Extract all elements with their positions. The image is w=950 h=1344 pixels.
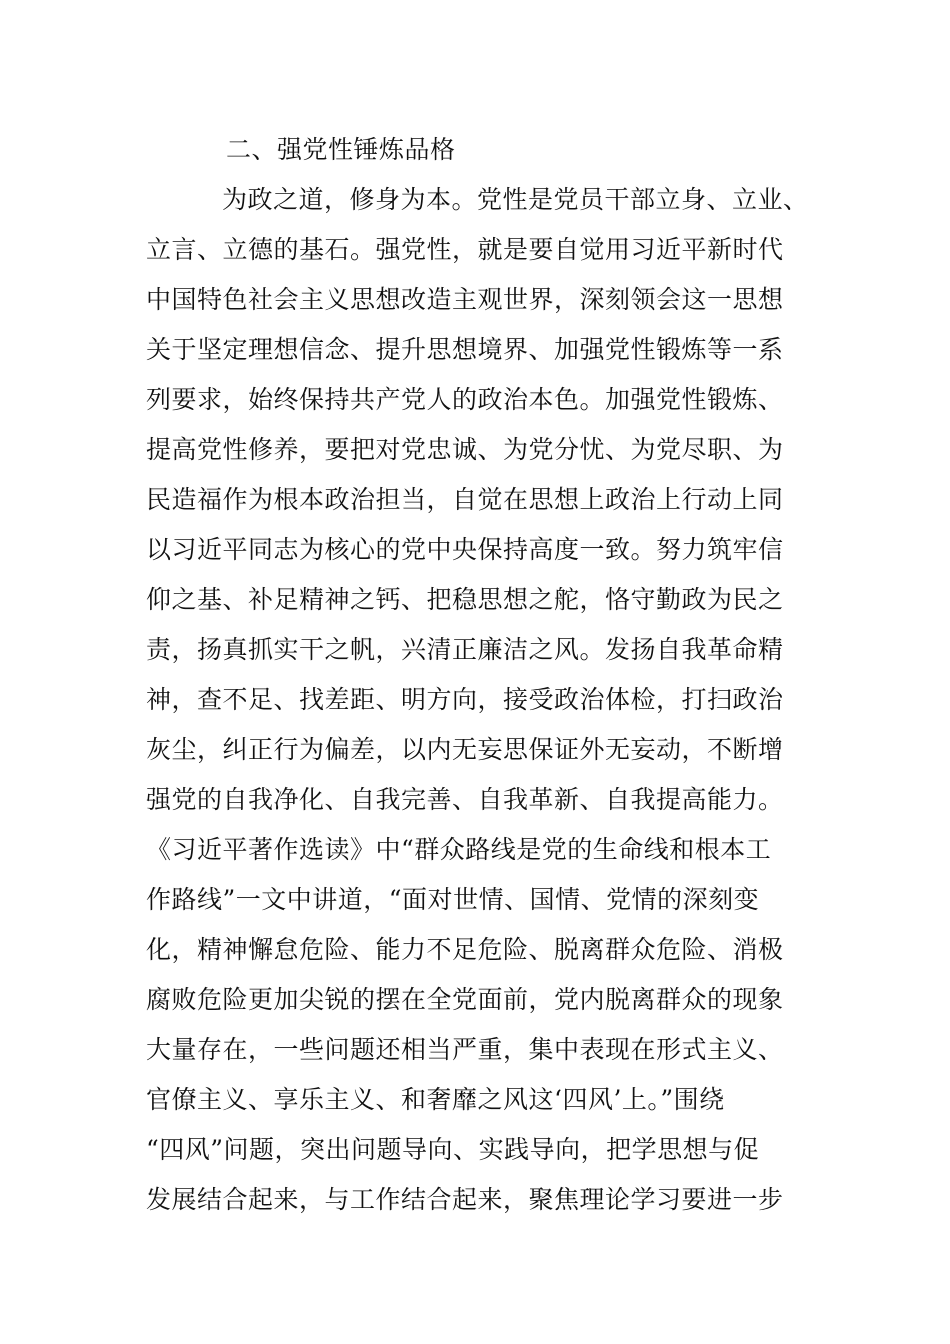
- paragraph-line: 民造福作为根本政治担当，自觉在思想上政治上行动上同: [146, 485, 784, 514]
- paragraph-line: 作路线”一文中讲道，“面对世情、国情、党情的深刻变: [146, 885, 760, 914]
- paragraph-line: 为政之道，修身为本。党性是党员干部立身、立业、: [222, 185, 809, 214]
- paragraph-line: 《习近平著作选读》中“群众路线是党的生命线和根本工: [146, 835, 772, 864]
- paragraph-line: 强党的自我净化、自我完善、自我革新、自我提高能力。: [146, 785, 784, 814]
- paragraph-line: 以习近平同志为核心的党中央保持高度一致。努力筑牢信: [146, 535, 784, 564]
- paragraph-line: 官僚主义、享乐主义、和奢靡之风这‘四风’上。”围绕: [146, 1085, 725, 1114]
- paragraph-line: 灰尘，纠正行为偏差，以内无妄思保证外无妄动，不断增: [146, 735, 784, 764]
- paragraph-line: 列要求，始终保持共产党人的政治本色。加强党性锻炼、: [146, 385, 784, 414]
- paragraph-line: 发展结合起来，与工作结合起来，聚焦理论学习要进一步: [146, 1185, 784, 1214]
- paragraph-line: 中国特色社会主义思想改造主观世界，深刻领会这一思想: [146, 285, 784, 314]
- paragraph-line: 关于坚定理想信念、提升思想境界、加强党性锻炼等一系: [146, 335, 784, 364]
- paragraph-line: 化，精神懈怠危险、能力不足危险、脱离群众危险、消极: [146, 935, 784, 964]
- paragraph-line: 提高党性修养，要把对党忠诚、为党分忧、为党尽职、为: [146, 435, 784, 464]
- paragraph-line: 神，查不足、找差距、明方向，接受政治体检，打扫政治: [146, 685, 784, 714]
- paragraph-line: 立言、立德的基石。强党性，就是要自觉用习近平新时代: [146, 235, 784, 264]
- paragraph-line: 责，扬真抓实干之帆，兴清正廉洁之风。发扬自我革命精: [146, 635, 784, 664]
- paragraph-line: 仰之基、补足精神之钙、把稳思想之舵，恪守勤政为民之: [146, 585, 784, 614]
- section-heading: 二、强党性锤炼品格: [226, 135, 456, 164]
- paragraph-line: “四风”问题，突出问题导向、实践导向，把学思想与促: [146, 1135, 760, 1164]
- paragraph-line: 大量存在，一些问题还相当严重，集中表现在形式主义、: [146, 1035, 784, 1064]
- paragraph-line: 腐败危险更加尖锐的摆在全党面前，党内脱离群众的现象: [146, 985, 784, 1014]
